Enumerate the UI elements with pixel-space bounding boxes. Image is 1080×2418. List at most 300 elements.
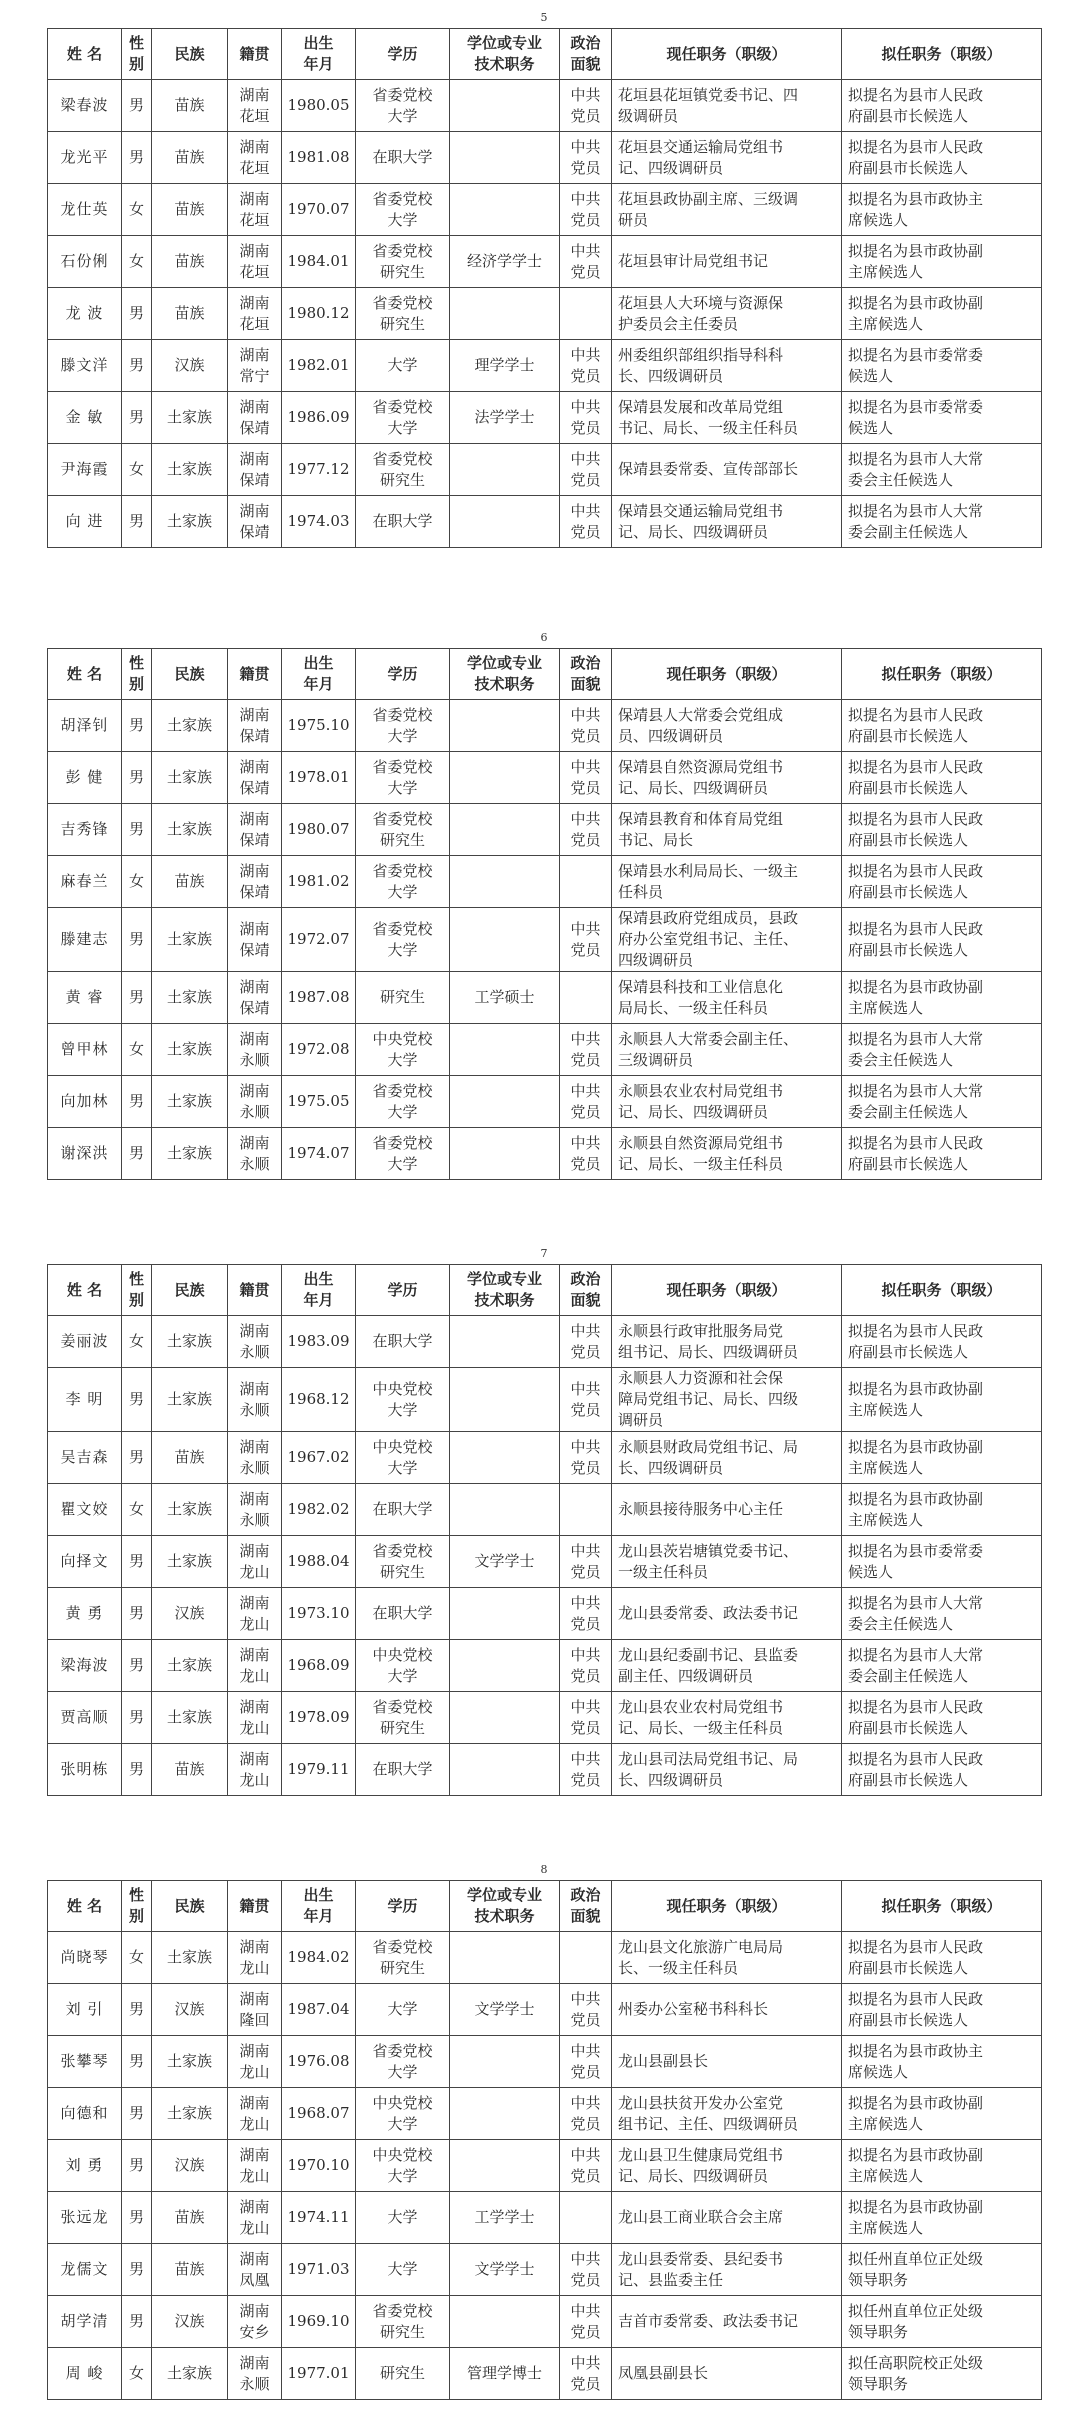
cell-degree (450, 856, 560, 908)
cell-ethnicity: 土家族 (152, 1368, 228, 1432)
cell-current-position: 花垣县交通运输局党组书 记、四级调研员 (612, 132, 842, 184)
cell-current-position: 龙山县茨岩塘镇党委书记、 一级主任科员 (612, 1536, 842, 1588)
cell-education: 中央党校 大学 (356, 1640, 450, 1692)
cell-education: 省委党校 大学 (356, 2036, 450, 2088)
column-header-current-position: 现任职务（职级） (612, 1881, 842, 1932)
cell-current-position: 龙山县工商业联合会主席 (612, 2192, 842, 2244)
column-header-ethnicity: 民族 (152, 1881, 228, 1932)
page-number: 5 (540, 11, 548, 24)
cell-native-place: 湖南 安乡 (228, 2296, 282, 2348)
cell-education: 大学 (356, 2244, 450, 2296)
cell-birth-date: 1979.11 (282, 1744, 356, 1796)
cell-gender: 男 (122, 1128, 152, 1180)
cell-degree (450, 1128, 560, 1180)
table-row (48, 2244, 1042, 2296)
cell-name: 张远龙 (48, 2192, 122, 2244)
cell-ethnicity: 土家族 (152, 1640, 228, 1692)
cell-name: 贾高顺 (48, 1692, 122, 1744)
cell-birth-date: 1969.10 (282, 2296, 356, 2348)
table-body (48, 1265, 1042, 1796)
cell-native-place: 湖南 龙山 (228, 1640, 282, 1692)
cell-degree: 管理学博士 (450, 2348, 560, 2400)
cell-political-status (560, 1484, 612, 1536)
cell-degree (450, 700, 560, 752)
cell-ethnicity: 土家族 (152, 2348, 228, 2400)
cell-current-position: 保靖县委常委、宣传部部长 (612, 444, 842, 496)
cell-education: 省委党校 研究生 (356, 804, 450, 856)
table-header-row (48, 649, 1042, 700)
cell-education: 大学 (356, 1984, 450, 2036)
cell-education: 中央党校 大学 (356, 1368, 450, 1432)
cell-birth-date: 1982.02 (282, 1484, 356, 1536)
cell-ethnicity: 苗族 (152, 2192, 228, 2244)
table-row (48, 392, 1042, 444)
cell-current-position: 州委办公室秘书科科长 (612, 1984, 842, 2036)
table-row (48, 1932, 1042, 1984)
cell-name: 李 明 (48, 1368, 122, 1432)
column-header-name: 姓 名 (48, 649, 122, 700)
cell-education: 省委党校 大学 (356, 752, 450, 804)
table-row (48, 444, 1042, 496)
cell-native-place: 湖南 凤凰 (228, 2244, 282, 2296)
cell-gender: 男 (122, 392, 152, 444)
cell-proposed-position: 拟任高职院校正处级 领导职务 (842, 2348, 1042, 2400)
cell-political-status: 中共 党员 (560, 1744, 612, 1796)
cell-native-place: 湖南 花垣 (228, 236, 282, 288)
cell-ethnicity: 苗族 (152, 856, 228, 908)
cell-political-status: 中共 党员 (560, 2348, 612, 2400)
table-row (48, 236, 1042, 288)
cell-degree (450, 1316, 560, 1368)
cell-native-place: 湖南 永顺 (228, 1368, 282, 1432)
cell-name: 向加林 (48, 1076, 122, 1128)
cell-native-place: 湖南 保靖 (228, 496, 282, 548)
cell-birth-date: 1980.12 (282, 288, 356, 340)
cell-birth-date: 1987.08 (282, 972, 356, 1024)
table-row (48, 1588, 1042, 1640)
cell-current-position: 保靖县水利局局长、一级主 任科员 (612, 856, 842, 908)
cell-ethnicity: 土家族 (152, 1316, 228, 1368)
cell-ethnicity: 苗族 (152, 1432, 228, 1484)
cell-gender: 男 (122, 1640, 152, 1692)
cell-ethnicity: 土家族 (152, 1076, 228, 1128)
cell-degree (450, 1484, 560, 1536)
column-header-political-status: 政治 面貌 (560, 1881, 612, 1932)
cell-education: 研究生 (356, 972, 450, 1024)
cell-current-position: 龙山县副县长 (612, 2036, 842, 2088)
cell-political-status: 中共 党员 (560, 700, 612, 752)
cell-native-place: 湖南 保靖 (228, 752, 282, 804)
cell-native-place: 湖南 龙山 (228, 1588, 282, 1640)
cell-proposed-position: 拟提名为县市政协副 主席候选人 (842, 2140, 1042, 2192)
cell-proposed-position: 拟提名为县市人民政 府副县市长候选人 (842, 1932, 1042, 1984)
cell-current-position: 龙山县委常委、县纪委书 记、县监委主任 (612, 2244, 842, 2296)
cell-degree (450, 1588, 560, 1640)
cell-political-status: 中共 党员 (560, 1368, 612, 1432)
cell-birth-date: 1977.01 (282, 2348, 356, 2400)
cell-gender: 女 (122, 236, 152, 288)
cell-native-place: 湖南 永顺 (228, 1484, 282, 1536)
cell-ethnicity: 汉族 (152, 1984, 228, 2036)
cell-native-place: 湖南 龙山 (228, 1744, 282, 1796)
column-header-gender: 性 别 (122, 1881, 152, 1932)
column-header-gender: 性 别 (122, 649, 152, 700)
cell-degree (450, 1640, 560, 1692)
cell-current-position: 龙山县纪委副书记、县监委 副主任、四级调研员 (612, 1640, 842, 1692)
cell-proposed-position: 拟提名为县市政协副 主席候选人 (842, 288, 1042, 340)
cell-native-place: 湖南 龙山 (228, 2140, 282, 2192)
table-row (48, 972, 1042, 1024)
cell-ethnicity: 汉族 (152, 2296, 228, 2348)
cell-birth-date: 1978.09 (282, 1692, 356, 1744)
cell-degree (450, 2036, 560, 2088)
cell-gender: 男 (122, 2036, 152, 2088)
column-header-gender: 性 别 (122, 1265, 152, 1316)
cell-education: 省委党校 研究生 (356, 1692, 450, 1744)
cell-native-place: 湖南 永顺 (228, 1432, 282, 1484)
cell-native-place: 湖南 保靖 (228, 804, 282, 856)
table-row (48, 752, 1042, 804)
cell-birth-date: 1968.07 (282, 2088, 356, 2140)
cell-gender: 女 (122, 444, 152, 496)
cell-proposed-position: 拟提名为县市人民政 府副县市长候选人 (842, 1984, 1042, 2036)
table-row (48, 1692, 1042, 1744)
cell-proposed-position: 拟提名为县市人民政 府副县市长候选人 (842, 80, 1042, 132)
cell-name: 胡学清 (48, 2296, 122, 2348)
cell-gender: 男 (122, 1076, 152, 1128)
cell-native-place: 湖南 保靖 (228, 392, 282, 444)
roster-page-7 (47, 1244, 1041, 1796)
cell-gender: 男 (122, 340, 152, 392)
cell-proposed-position: 拟提名为县市人民政 府副县市长候选人 (842, 132, 1042, 184)
cell-birth-date: 1978.01 (282, 752, 356, 804)
cell-native-place: 湖南 保靖 (228, 444, 282, 496)
cell-degree: 工学学士 (450, 2192, 560, 2244)
page-number: 8 (540, 1863, 548, 1876)
cell-gender: 女 (122, 2348, 152, 2400)
cell-birth-date: 1974.03 (282, 496, 356, 548)
cell-proposed-position: 拟提名为县市政协副 主席候选人 (842, 1368, 1042, 1432)
cell-education: 省委党校 大学 (356, 700, 450, 752)
cell-political-status: 中共 党员 (560, 908, 612, 972)
cell-degree (450, 1024, 560, 1076)
table-row (48, 804, 1042, 856)
column-header-current-position: 现任职务（职级） (612, 649, 842, 700)
cell-birth-date: 1980.07 (282, 804, 356, 856)
cell-education: 省委党校 大学 (356, 1076, 450, 1128)
column-header-proposed-position: 拟任职务（职级） (842, 1265, 1042, 1316)
column-header-ethnicity: 民族 (152, 29, 228, 80)
cell-proposed-position: 拟提名为县市委常委 候选人 (842, 1536, 1042, 1588)
cell-birth-date: 1988.04 (282, 1536, 356, 1588)
cell-proposed-position: 拟提名为县市政协副 主席候选人 (842, 2088, 1042, 2140)
table-row (48, 1432, 1042, 1484)
table-row (48, 184, 1042, 236)
table-row (48, 1640, 1042, 1692)
cell-proposed-position: 拟提名为县市政协主 席候选人 (842, 184, 1042, 236)
cell-name: 石份俐 (48, 236, 122, 288)
cell-current-position: 保靖县政府党组成员，县政 府办公室党组书记、主任、 四级调研员 (612, 908, 842, 972)
cell-current-position: 龙山县卫生健康局党组书 记、局长、四级调研员 (612, 2140, 842, 2192)
cell-political-status: 中共 党员 (560, 2088, 612, 2140)
cell-ethnicity: 土家族 (152, 1484, 228, 1536)
cell-gender: 女 (122, 1316, 152, 1368)
cell-birth-date: 1968.09 (282, 1640, 356, 1692)
cell-birth-date: 1974.11 (282, 2192, 356, 2244)
column-header-name: 姓 名 (48, 1265, 122, 1316)
column-header-birth-date: 出生 年月 (282, 649, 356, 700)
cell-political-status: 中共 党员 (560, 340, 612, 392)
cell-proposed-position: 拟提名为县市人民政 府副县市长候选人 (842, 804, 1042, 856)
cell-native-place: 湖南 永顺 (228, 1024, 282, 1076)
table-row (48, 1316, 1042, 1368)
candidate-table (47, 648, 1042, 1180)
cell-gender: 男 (122, 496, 152, 548)
cell-degree (450, 1076, 560, 1128)
cell-political-status: 中共 党员 (560, 1640, 612, 1692)
cell-political-status: 中共 党员 (560, 1076, 612, 1128)
cell-gender: 男 (122, 972, 152, 1024)
cell-current-position: 永顺县行政审批服务局党 组书记、局长、四级调研员 (612, 1316, 842, 1368)
cell-ethnicity: 土家族 (152, 972, 228, 1024)
cell-name: 向德和 (48, 2088, 122, 2140)
cell-degree (450, 288, 560, 340)
cell-native-place: 湖南 龙山 (228, 1536, 282, 1588)
cell-gender: 男 (122, 1368, 152, 1432)
cell-native-place: 湖南 永顺 (228, 1128, 282, 1180)
cell-name: 麻春兰 (48, 856, 122, 908)
cell-degree (450, 804, 560, 856)
cell-native-place: 湖南 常宁 (228, 340, 282, 392)
cell-native-place: 湖南 龙山 (228, 2192, 282, 2244)
table-row (48, 1984, 1042, 2036)
cell-gender: 男 (122, 908, 152, 972)
cell-ethnicity: 苗族 (152, 1744, 228, 1796)
cell-ethnicity: 苗族 (152, 2244, 228, 2296)
cell-name: 龙 波 (48, 288, 122, 340)
cell-education: 研究生 (356, 2348, 450, 2400)
cell-current-position: 永顺县农业农村局党组书 记、局长、四级调研员 (612, 1076, 842, 1128)
cell-birth-date: 1983.09 (282, 1316, 356, 1368)
cell-current-position: 永顺县人力资源和社会保 障局党组书记、局长、四级 调研员 (612, 1368, 842, 1432)
cell-education: 中央党校 大学 (356, 2088, 450, 2140)
cell-political-status: 中共 党员 (560, 752, 612, 804)
cell-proposed-position: 拟提名为县市政协副 主席候选人 (842, 972, 1042, 1024)
cell-education: 省委党校 研究生 (356, 288, 450, 340)
cell-name: 金 敏 (48, 392, 122, 444)
cell-name: 滕文洋 (48, 340, 122, 392)
cell-birth-date: 1980.05 (282, 80, 356, 132)
column-header-ethnicity: 民族 (152, 649, 228, 700)
table-body (48, 649, 1042, 1180)
cell-proposed-position: 拟提名为县市政协副 主席候选人 (842, 236, 1042, 288)
cell-native-place: 湖南 龙山 (228, 1932, 282, 1984)
table-row (48, 2036, 1042, 2088)
column-header-native-place: 籍贯 (228, 1881, 282, 1932)
cell-name: 周 峻 (48, 2348, 122, 2400)
cell-gender: 女 (122, 1932, 152, 1984)
cell-gender: 女 (122, 1024, 152, 1076)
table-row (48, 2088, 1042, 2140)
roster-page-6 (47, 628, 1041, 1180)
cell-current-position: 保靖县自然资源局党组书 记、局长、四级调研员 (612, 752, 842, 804)
cell-native-place: 湖南 保靖 (228, 856, 282, 908)
cell-proposed-position: 拟提名为县市人大常 委会副主任候选人 (842, 1076, 1042, 1128)
cell-political-status: 中共 党员 (560, 1316, 612, 1368)
cell-name: 姜丽波 (48, 1316, 122, 1368)
cell-education: 省委党校 大学 (356, 856, 450, 908)
page-number: 6 (540, 631, 548, 644)
cell-native-place: 湖南 保靖 (228, 908, 282, 972)
table-row (48, 1128, 1042, 1180)
cell-ethnicity: 土家族 (152, 908, 228, 972)
cell-ethnicity: 汉族 (152, 340, 228, 392)
column-header-birth-date: 出生 年月 (282, 1881, 356, 1932)
cell-birth-date: 1981.08 (282, 132, 356, 184)
cell-gender: 男 (122, 288, 152, 340)
cell-name: 谢深洪 (48, 1128, 122, 1180)
column-header-proposed-position: 拟任职务（职级） (842, 1881, 1042, 1932)
cell-ethnicity: 土家族 (152, 2088, 228, 2140)
cell-proposed-position: 拟提名为县市人民政 府副县市长候选人 (842, 908, 1042, 972)
column-header-birth-date: 出生 年月 (282, 29, 356, 80)
cell-education: 在职大学 (356, 1484, 450, 1536)
cell-proposed-position: 拟提名为县市人大常 委会主任候选人 (842, 1588, 1042, 1640)
cell-name: 彭 健 (48, 752, 122, 804)
cell-ethnicity: 土家族 (152, 1932, 228, 1984)
cell-proposed-position: 拟提名为县市人大常 委会主任候选人 (842, 1024, 1042, 1076)
cell-current-position: 永顺县自然资源局党组书 记、局长、一级主任科员 (612, 1128, 842, 1180)
cell-current-position: 州委组织部组织指导科科 长、四级调研员 (612, 340, 842, 392)
cell-proposed-position: 拟提名为县市委常委 候选人 (842, 340, 1042, 392)
cell-education: 省委党校 研究生 (356, 2296, 450, 2348)
cell-political-status: 中共 党员 (560, 1536, 612, 1588)
cell-current-position: 花垣县审计局党组书记 (612, 236, 842, 288)
cell-current-position: 保靖县发展和改革局党组 书记、局长、一级主任科员 (612, 392, 842, 444)
roster-page-8 (47, 1860, 1041, 2400)
candidate-table (47, 28, 1042, 548)
cell-degree (450, 496, 560, 548)
table-row (48, 1368, 1042, 1432)
cell-name: 梁海波 (48, 1640, 122, 1692)
cell-degree: 理学学士 (450, 340, 560, 392)
cell-native-place: 湖南 永顺 (228, 1316, 282, 1368)
cell-gender: 男 (122, 132, 152, 184)
cell-proposed-position: 拟提名为县市人民政 府副县市长候选人 (842, 1128, 1042, 1180)
cell-political-status (560, 288, 612, 340)
cell-education: 省委党校 大学 (356, 392, 450, 444)
cell-name: 胡泽钊 (48, 700, 122, 752)
cell-education: 大学 (356, 340, 450, 392)
cell-political-status: 中共 党员 (560, 1024, 612, 1076)
column-header-political-status: 政治 面貌 (560, 29, 612, 80)
cell-education: 省委党校 大学 (356, 1128, 450, 1180)
cell-proposed-position: 拟提名为县市人民政 府副县市长候选人 (842, 856, 1042, 908)
table-body (48, 1881, 1042, 2400)
cell-degree (450, 80, 560, 132)
cell-proposed-position: 拟提名为县市人民政 府副县市长候选人 (842, 1744, 1042, 1796)
cell-gender: 男 (122, 2192, 152, 2244)
cell-name: 向 进 (48, 496, 122, 548)
cell-current-position: 龙山县文化旅游广电局局 长、一级主任科员 (612, 1932, 842, 1984)
table-row (48, 80, 1042, 132)
cell-ethnicity: 土家族 (152, 1128, 228, 1180)
cell-political-status: 中共 党员 (560, 496, 612, 548)
cell-political-status: 中共 党员 (560, 392, 612, 444)
cell-ethnicity: 土家族 (152, 804, 228, 856)
table-row (48, 1076, 1042, 1128)
cell-gender: 男 (122, 80, 152, 132)
column-header-native-place: 籍贯 (228, 649, 282, 700)
cell-name: 瞿文姣 (48, 1484, 122, 1536)
cell-proposed-position: 拟提名为县市人民政 府副县市长候选人 (842, 1692, 1042, 1744)
candidate-table (47, 1880, 1042, 2400)
cell-native-place: 湖南 花垣 (228, 80, 282, 132)
cell-name: 刘 勇 (48, 2140, 122, 2192)
cell-political-status (560, 1932, 612, 1984)
table-header-row (48, 1265, 1042, 1316)
cell-proposed-position: 拟任州直单位正处级 领导职务 (842, 2244, 1042, 2296)
cell-proposed-position: 拟任州直单位正处级 领导职务 (842, 2296, 1042, 2348)
cell-birth-date: 1975.05 (282, 1076, 356, 1128)
cell-name: 尹海霞 (48, 444, 122, 496)
cell-political-status: 中共 党员 (560, 1128, 612, 1180)
cell-degree (450, 184, 560, 236)
table-row (48, 2296, 1042, 2348)
cell-birth-date: 1975.10 (282, 700, 356, 752)
cell-gender: 女 (122, 184, 152, 236)
cell-name: 龙儒文 (48, 2244, 122, 2296)
cell-ethnicity: 苗族 (152, 132, 228, 184)
cell-birth-date: 1971.03 (282, 2244, 356, 2296)
cell-degree (450, 1744, 560, 1796)
page-number: 7 (540, 1247, 548, 1260)
cell-name: 龙仕英 (48, 184, 122, 236)
cell-birth-date: 1973.10 (282, 1588, 356, 1640)
cell-gender: 男 (122, 2296, 152, 2348)
table-body (48, 29, 1042, 548)
cell-name: 吉秀锋 (48, 804, 122, 856)
cell-degree: 文学学士 (450, 2244, 560, 2296)
roster-page-5 (47, 8, 1041, 548)
cell-proposed-position: 拟提名为县市人大常 委会主任候选人 (842, 444, 1042, 496)
cell-degree: 文学学士 (450, 1984, 560, 2036)
table-header-row (48, 1881, 1042, 1932)
cell-native-place: 湖南 永顺 (228, 2348, 282, 2400)
column-header-degree: 学位或专业 技术职务 (450, 29, 560, 80)
cell-political-status (560, 972, 612, 1024)
column-header-political-status: 政治 面貌 (560, 649, 612, 700)
cell-current-position: 保靖县科技和工业信息化 局局长、一级主任科员 (612, 972, 842, 1024)
cell-current-position: 保靖县教育和体育局党组 书记、局长 (612, 804, 842, 856)
column-header-education: 学历 (356, 1265, 450, 1316)
cell-current-position: 龙山县司法局党组书记、局 长、四级调研员 (612, 1744, 842, 1796)
cell-birth-date: 1984.02 (282, 1932, 356, 1984)
cell-political-status: 中共 党员 (560, 2296, 612, 2348)
cell-political-status (560, 2192, 612, 2244)
cell-gender: 男 (122, 2244, 152, 2296)
cell-gender: 女 (122, 856, 152, 908)
cell-proposed-position: 拟提名为县市政协副 主席候选人 (842, 1432, 1042, 1484)
cell-gender: 男 (122, 2088, 152, 2140)
cell-political-status: 中共 党员 (560, 236, 612, 288)
cell-current-position: 永顺县财政局党组书记、局 长、四级调研员 (612, 1432, 842, 1484)
cell-political-status (560, 856, 612, 908)
table-row (48, 288, 1042, 340)
cell-degree (450, 1368, 560, 1432)
cell-gender: 男 (122, 804, 152, 856)
cell-gender: 男 (122, 1984, 152, 2036)
